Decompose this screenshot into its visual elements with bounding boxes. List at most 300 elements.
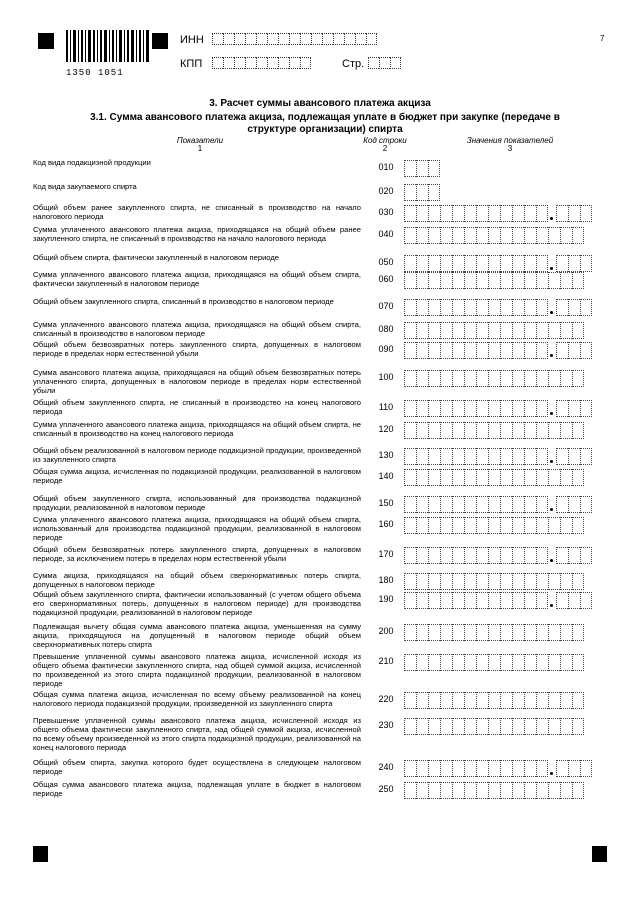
- value-cell[interactable]: [464, 624, 476, 641]
- value-cell[interactable]: [548, 692, 560, 709]
- value-cell[interactable]: [416, 370, 428, 387]
- value-cell[interactable]: [572, 422, 584, 439]
- value-cell[interactable]: [464, 547, 476, 564]
- value-cell[interactable]: [548, 272, 560, 289]
- value-cell[interactable]: [536, 782, 548, 799]
- value-cell[interactable]: [512, 496, 524, 513]
- char-cell[interactable]: [212, 33, 223, 45]
- row-value-field[interactable]: [404, 227, 584, 244]
- value-cell[interactable]: [500, 322, 512, 339]
- value-cell[interactable]: [548, 654, 560, 671]
- value-cell[interactable]: [488, 718, 500, 735]
- value-cell[interactable]: [512, 400, 524, 417]
- value-cell[interactable]: [416, 496, 428, 513]
- value-cell[interactable]: [476, 400, 488, 417]
- value-cell[interactable]: [580, 448, 592, 465]
- value-cell[interactable]: [452, 547, 464, 564]
- value-cell[interactable]: [452, 448, 464, 465]
- value-cell[interactable]: [512, 782, 524, 799]
- value-cell[interactable]: [488, 760, 500, 777]
- value-cell[interactable]: [512, 422, 524, 439]
- value-cell[interactable]: [452, 205, 464, 222]
- value-cell[interactable]: [440, 573, 452, 590]
- value-cell[interactable]: [428, 718, 440, 735]
- value-cell[interactable]: [536, 227, 548, 244]
- value-cell[interactable]: [560, 517, 572, 534]
- value-cell[interactable]: [404, 160, 416, 177]
- char-cell[interactable]: [212, 57, 223, 69]
- value-cell[interactable]: [476, 654, 488, 671]
- value-cell[interactable]: [580, 496, 592, 513]
- value-cell[interactable]: [512, 227, 524, 244]
- char-cell[interactable]: [245, 57, 256, 69]
- value-cell[interactable]: [556, 299, 568, 316]
- value-cell[interactable]: [464, 592, 476, 609]
- value-cell[interactable]: [548, 624, 560, 641]
- value-cell[interactable]: [536, 370, 548, 387]
- value-cell[interactable]: [524, 760, 536, 777]
- char-cell[interactable]: [256, 57, 267, 69]
- value-cell[interactable]: [512, 299, 524, 316]
- value-cell[interactable]: [404, 422, 416, 439]
- value-cell[interactable]: [452, 322, 464, 339]
- value-cell[interactable]: [440, 496, 452, 513]
- char-cell[interactable]: [245, 33, 256, 45]
- char-cell[interactable]: [355, 33, 366, 45]
- value-cell[interactable]: [500, 573, 512, 590]
- value-cell[interactable]: [404, 205, 416, 222]
- value-cell[interactable]: [568, 448, 580, 465]
- value-cell[interactable]: [500, 760, 512, 777]
- value-cell[interactable]: [464, 400, 476, 417]
- value-cell[interactable]: [428, 299, 440, 316]
- value-cell[interactable]: [580, 342, 592, 359]
- row-value-field[interactable]: [404, 299, 592, 316]
- value-cell[interactable]: [524, 496, 536, 513]
- value-cell[interactable]: [524, 205, 536, 222]
- row-value-field[interactable]: [404, 422, 584, 439]
- row-value-field[interactable]: [404, 760, 592, 777]
- char-cell[interactable]: [256, 33, 267, 45]
- char-cell[interactable]: [223, 33, 234, 45]
- value-cell[interactable]: [524, 573, 536, 590]
- value-cell[interactable]: [476, 496, 488, 513]
- row-value-field[interactable]: [404, 547, 592, 564]
- value-cell[interactable]: [452, 760, 464, 777]
- value-cell[interactable]: [488, 400, 500, 417]
- value-cell[interactable]: [464, 272, 476, 289]
- value-cell[interactable]: [488, 370, 500, 387]
- value-cell[interactable]: [488, 205, 500, 222]
- value-cell[interactable]: [512, 272, 524, 289]
- value-cell[interactable]: [404, 342, 416, 359]
- value-cell[interactable]: [440, 299, 452, 316]
- value-cell[interactable]: [524, 299, 536, 316]
- value-cell[interactable]: [580, 400, 592, 417]
- value-cell[interactable]: [452, 272, 464, 289]
- value-cell[interactable]: [488, 299, 500, 316]
- page-field[interactable]: [368, 57, 401, 69]
- value-cell[interactable]: [476, 760, 488, 777]
- value-cell[interactable]: [452, 342, 464, 359]
- value-cell[interactable]: [452, 370, 464, 387]
- value-cell[interactable]: [464, 760, 476, 777]
- value-cell[interactable]: [568, 342, 580, 359]
- value-cell[interactable]: [416, 448, 428, 465]
- row-value-field[interactable]: [404, 184, 440, 201]
- value-cell[interactable]: [464, 227, 476, 244]
- value-cell[interactable]: [440, 205, 452, 222]
- value-cell[interactable]: [428, 272, 440, 289]
- value-cell[interactable]: [572, 322, 584, 339]
- row-value-field[interactable]: [404, 654, 584, 671]
- char-cell[interactable]: [368, 57, 379, 69]
- value-cell[interactable]: [548, 227, 560, 244]
- value-cell[interactable]: [416, 160, 428, 177]
- value-cell[interactable]: [548, 517, 560, 534]
- value-cell[interactable]: [524, 624, 536, 641]
- value-cell[interactable]: [428, 400, 440, 417]
- value-cell[interactable]: [452, 227, 464, 244]
- value-cell[interactable]: [464, 205, 476, 222]
- value-cell[interactable]: [488, 692, 500, 709]
- char-cell[interactable]: [333, 33, 344, 45]
- value-cell[interactable]: [560, 573, 572, 590]
- value-cell[interactable]: [416, 692, 428, 709]
- value-cell[interactable]: [500, 400, 512, 417]
- value-cell[interactable]: [404, 760, 416, 777]
- value-cell[interactable]: [476, 370, 488, 387]
- char-cell[interactable]: [278, 57, 289, 69]
- value-cell[interactable]: [512, 624, 524, 641]
- value-cell[interactable]: [428, 422, 440, 439]
- row-value-field[interactable]: [404, 573, 584, 590]
- value-cell[interactable]: [512, 718, 524, 735]
- row-value-field[interactable]: [404, 255, 592, 272]
- value-cell[interactable]: [536, 422, 548, 439]
- value-cell[interactable]: [452, 718, 464, 735]
- value-cell[interactable]: [428, 624, 440, 641]
- value-cell[interactable]: [452, 782, 464, 799]
- value-cell[interactable]: [536, 272, 548, 289]
- value-cell[interactable]: [404, 227, 416, 244]
- value-cell[interactable]: [476, 718, 488, 735]
- value-cell[interactable]: [548, 422, 560, 439]
- value-cell[interactable]: [440, 255, 452, 272]
- value-cell[interactable]: [500, 692, 512, 709]
- value-cell[interactable]: [452, 573, 464, 590]
- value-cell[interactable]: [452, 299, 464, 316]
- value-cell[interactable]: [488, 272, 500, 289]
- value-cell[interactable]: [572, 227, 584, 244]
- value-cell[interactable]: [476, 255, 488, 272]
- value-cell[interactable]: [488, 782, 500, 799]
- value-cell[interactable]: [524, 322, 536, 339]
- char-cell[interactable]: [223, 57, 234, 69]
- value-cell[interactable]: [572, 624, 584, 641]
- value-cell[interactable]: [524, 692, 536, 709]
- value-cell[interactable]: [476, 272, 488, 289]
- value-cell[interactable]: [524, 422, 536, 439]
- value-cell[interactable]: [476, 422, 488, 439]
- value-cell[interactable]: [452, 400, 464, 417]
- value-cell[interactable]: [404, 322, 416, 339]
- value-cell[interactable]: [500, 782, 512, 799]
- value-cell[interactable]: [476, 547, 488, 564]
- value-cell[interactable]: [404, 448, 416, 465]
- value-cell[interactable]: [500, 448, 512, 465]
- value-cell[interactable]: [476, 624, 488, 641]
- value-cell[interactable]: [428, 760, 440, 777]
- value-cell[interactable]: [428, 592, 440, 609]
- value-cell[interactable]: [428, 573, 440, 590]
- value-cell[interactable]: [404, 692, 416, 709]
- value-cell[interactable]: [428, 370, 440, 387]
- value-cell[interactable]: [452, 517, 464, 534]
- value-cell[interactable]: [404, 573, 416, 590]
- value-cell[interactable]: [416, 760, 428, 777]
- value-cell[interactable]: [440, 624, 452, 641]
- value-cell[interactable]: [416, 342, 428, 359]
- char-cell[interactable]: [300, 33, 311, 45]
- value-cell[interactable]: [548, 322, 560, 339]
- value-cell[interactable]: [404, 624, 416, 641]
- value-cell[interactable]: [536, 760, 548, 777]
- value-cell[interactable]: [488, 448, 500, 465]
- value-cell[interactable]: [452, 624, 464, 641]
- row-value-field[interactable]: [404, 370, 584, 387]
- value-cell[interactable]: [512, 573, 524, 590]
- value-cell[interactable]: [428, 448, 440, 465]
- row-value-field[interactable]: [404, 160, 440, 177]
- value-cell[interactable]: [512, 469, 524, 486]
- value-cell[interactable]: [536, 205, 548, 222]
- value-cell[interactable]: [500, 299, 512, 316]
- value-cell[interactable]: [500, 342, 512, 359]
- value-cell[interactable]: [568, 205, 580, 222]
- value-cell[interactable]: [416, 205, 428, 222]
- value-cell[interactable]: [464, 342, 476, 359]
- value-cell[interactable]: [524, 547, 536, 564]
- value-cell[interactable]: [476, 322, 488, 339]
- value-cell[interactable]: [440, 547, 452, 564]
- value-cell[interactable]: [464, 322, 476, 339]
- value-cell[interactable]: [556, 205, 568, 222]
- value-cell[interactable]: [476, 573, 488, 590]
- value-cell[interactable]: [404, 718, 416, 735]
- value-cell[interactable]: [440, 370, 452, 387]
- value-cell[interactable]: [536, 322, 548, 339]
- char-cell[interactable]: [300, 57, 311, 69]
- value-cell[interactable]: [560, 624, 572, 641]
- value-cell[interactable]: [428, 205, 440, 222]
- value-cell[interactable]: [404, 299, 416, 316]
- value-cell[interactable]: [440, 342, 452, 359]
- char-cell[interactable]: [390, 57, 401, 69]
- value-cell[interactable]: [572, 782, 584, 799]
- row-value-field[interactable]: [404, 496, 592, 513]
- value-cell[interactable]: [488, 422, 500, 439]
- char-cell[interactable]: [379, 57, 390, 69]
- value-cell[interactable]: [500, 496, 512, 513]
- value-cell[interactable]: [556, 496, 568, 513]
- value-cell[interactable]: [440, 272, 452, 289]
- value-cell[interactable]: [476, 469, 488, 486]
- value-cell[interactable]: [524, 400, 536, 417]
- value-cell[interactable]: [452, 255, 464, 272]
- value-cell[interactable]: [416, 517, 428, 534]
- value-cell[interactable]: [536, 547, 548, 564]
- value-cell[interactable]: [488, 322, 500, 339]
- value-cell[interactable]: [428, 469, 440, 486]
- row-value-field[interactable]: [404, 272, 584, 289]
- value-cell[interactable]: [500, 654, 512, 671]
- value-cell[interactable]: [500, 422, 512, 439]
- value-cell[interactable]: [440, 718, 452, 735]
- value-cell[interactable]: [404, 517, 416, 534]
- value-cell[interactable]: [428, 322, 440, 339]
- value-cell[interactable]: [536, 718, 548, 735]
- value-cell[interactable]: [560, 227, 572, 244]
- value-cell[interactable]: [404, 592, 416, 609]
- value-cell[interactable]: [464, 654, 476, 671]
- char-cell[interactable]: [311, 33, 322, 45]
- char-cell[interactable]: [278, 33, 289, 45]
- value-cell[interactable]: [428, 184, 440, 201]
- value-cell[interactable]: [416, 654, 428, 671]
- value-cell[interactable]: [428, 160, 440, 177]
- value-cell[interactable]: [560, 272, 572, 289]
- value-cell[interactable]: [476, 299, 488, 316]
- value-cell[interactable]: [512, 760, 524, 777]
- value-cell[interactable]: [404, 255, 416, 272]
- value-cell[interactable]: [428, 517, 440, 534]
- value-cell[interactable]: [416, 592, 428, 609]
- value-cell[interactable]: [556, 760, 568, 777]
- value-cell[interactable]: [536, 448, 548, 465]
- value-cell[interactable]: [524, 448, 536, 465]
- char-cell[interactable]: [289, 57, 300, 69]
- kpp-field[interactable]: [212, 57, 311, 69]
- value-cell[interactable]: [524, 342, 536, 359]
- value-cell[interactable]: [524, 469, 536, 486]
- value-cell[interactable]: [416, 573, 428, 590]
- value-cell[interactable]: [560, 422, 572, 439]
- value-cell[interactable]: [440, 400, 452, 417]
- row-value-field[interactable]: [404, 718, 584, 735]
- value-cell[interactable]: [580, 592, 592, 609]
- value-cell[interactable]: [500, 592, 512, 609]
- value-cell[interactable]: [556, 592, 568, 609]
- value-cell[interactable]: [560, 692, 572, 709]
- value-cell[interactable]: [500, 272, 512, 289]
- value-cell[interactable]: [500, 370, 512, 387]
- value-cell[interactable]: [440, 592, 452, 609]
- value-cell[interactable]: [476, 517, 488, 534]
- value-cell[interactable]: [548, 469, 560, 486]
- value-cell[interactable]: [536, 592, 548, 609]
- value-cell[interactable]: [488, 517, 500, 534]
- value-cell[interactable]: [512, 342, 524, 359]
- row-value-field[interactable]: [404, 469, 584, 486]
- value-cell[interactable]: [556, 448, 568, 465]
- value-cell[interactable]: [476, 227, 488, 244]
- value-cell[interactable]: [416, 227, 428, 244]
- value-cell[interactable]: [464, 517, 476, 534]
- value-cell[interactable]: [488, 469, 500, 486]
- value-cell[interactable]: [556, 547, 568, 564]
- value-cell[interactable]: [580, 255, 592, 272]
- value-cell[interactable]: [428, 782, 440, 799]
- value-cell[interactable]: [404, 400, 416, 417]
- value-cell[interactable]: [524, 782, 536, 799]
- value-cell[interactable]: [568, 592, 580, 609]
- value-cell[interactable]: [452, 654, 464, 671]
- value-cell[interactable]: [464, 422, 476, 439]
- value-cell[interactable]: [500, 718, 512, 735]
- value-cell[interactable]: [580, 205, 592, 222]
- value-cell[interactable]: [464, 299, 476, 316]
- value-cell[interactable]: [416, 184, 428, 201]
- value-cell[interactable]: [440, 422, 452, 439]
- value-cell[interactable]: [568, 547, 580, 564]
- value-cell[interactable]: [536, 299, 548, 316]
- value-cell[interactable]: [524, 227, 536, 244]
- value-cell[interactable]: [524, 654, 536, 671]
- value-cell[interactable]: [488, 624, 500, 641]
- value-cell[interactable]: [404, 654, 416, 671]
- value-cell[interactable]: [560, 654, 572, 671]
- value-cell[interactable]: [440, 517, 452, 534]
- inn-field[interactable]: [212, 33, 377, 45]
- value-cell[interactable]: [536, 624, 548, 641]
- value-cell[interactable]: [500, 624, 512, 641]
- value-cell[interactable]: [488, 592, 500, 609]
- value-cell[interactable]: [416, 400, 428, 417]
- value-cell[interactable]: [464, 782, 476, 799]
- value-cell[interactable]: [572, 654, 584, 671]
- char-cell[interactable]: [322, 33, 333, 45]
- value-cell[interactable]: [440, 322, 452, 339]
- value-cell[interactable]: [464, 496, 476, 513]
- value-cell[interactable]: [464, 692, 476, 709]
- row-value-field[interactable]: [404, 592, 592, 609]
- value-cell[interactable]: [416, 255, 428, 272]
- value-cell[interactable]: [464, 573, 476, 590]
- value-cell[interactable]: [416, 422, 428, 439]
- value-cell[interactable]: [548, 782, 560, 799]
- value-cell[interactable]: [440, 448, 452, 465]
- value-cell[interactable]: [452, 692, 464, 709]
- value-cell[interactable]: [524, 370, 536, 387]
- value-cell[interactable]: [580, 760, 592, 777]
- value-cell[interactable]: [536, 400, 548, 417]
- value-cell[interactable]: [452, 469, 464, 486]
- value-cell[interactable]: [488, 342, 500, 359]
- value-cell[interactable]: [476, 342, 488, 359]
- value-cell[interactable]: [416, 299, 428, 316]
- value-cell[interactable]: [416, 469, 428, 486]
- value-cell[interactable]: [416, 718, 428, 735]
- value-cell[interactable]: [476, 692, 488, 709]
- value-cell[interactable]: [428, 342, 440, 359]
- value-cell[interactable]: [548, 718, 560, 735]
- value-cell[interactable]: [428, 496, 440, 513]
- value-cell[interactable]: [512, 592, 524, 609]
- value-cell[interactable]: [512, 692, 524, 709]
- value-cell[interactable]: [556, 400, 568, 417]
- value-cell[interactable]: [440, 469, 452, 486]
